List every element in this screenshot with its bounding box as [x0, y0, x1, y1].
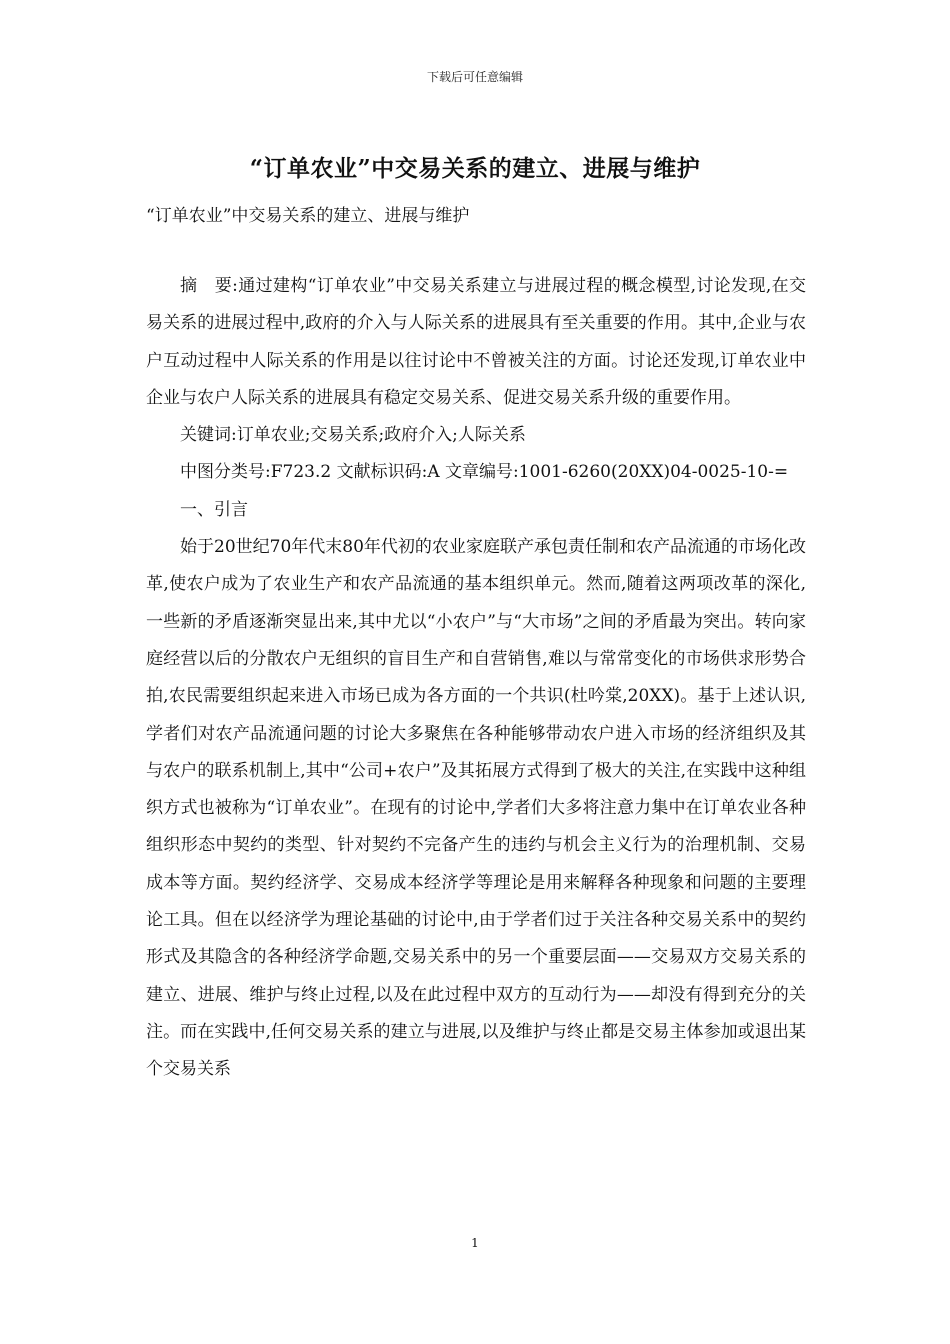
keywords-line: 关键词:订单农业;交易关系;政府介入;人际关系 — [180, 425, 526, 446]
abstract-paragraph: 摘 要:通过建构“订单农业”中交易关系建立与进展过程的概念模型,讨论发现,在交易关系的进展过程中,政府的介入与人际关系的进展具有至关重要的作用。其中,企业与农户互动过程中人际关系的作用是以往讨论中不曾被关注的方面。讨论还发现,订单农业中企业与农户人际关系的进展具有稳定交易关系、促进交易关系升级的重要作用。 — [146, 276, 806, 408]
intro-paragraph: 始于20世纪70年代末80年代初的农业家庭联产承包责任制和农产品流通的市场化改革,使农户成为了农业生产和农产品流通的基本组织单元。然而,随着这两项改革的深化,一些新的矛盾逐渐突显出来,其中尤以“小农户”与“大市场”之间的矛盾最为突出。转向家庭经营以后的分散农户无组织的盲目生产和自营销售,难以与常常变化的市场供求形势合拍,农民需要组织起来进入市场已成为各方面的一个共识(杜吟棠,20XX)。基于上述认识,学者们对农产品流通问题的讨论大多聚焦在各种能够带动农户进入市场的经济组织及其与农户的联系机制上,其中“公司+农户”及其拓展方式得到了极大的关注,在实践中这种组织方式也被称为“订单农业”。在现有的讨论中,学者们大多将注意力集中在订单农业各种组织形态中契约的类型、针对契约不完备产生的违约与机会主义行为的治理机制、交易成本等方面。契约经济学、交易成本经济学等理论是用来解释各种现象和问题的主要理论工具。但在以经济学为理论基础的讨论中,由于学者们过于关注各种交易关系中的契约形式及其隐含的各种经济学命题,交易关系中的另一个重要层面——交易双方交易关系的建立、进展、维护与终止过程,以及在此过程中双方的互动行为——却没有得到充分的关注。而在实践中,任何交易关系的建立与进展,以及维护与终止都是交易主体参加或退出某个交易关系 — [146, 537, 806, 1080]
document-body — [146, 268, 806, 1089]
page-number: 1 — [471, 1236, 479, 1250]
document-title: “订单农业”中交易关系的建立、进展与维护 — [249, 155, 701, 182]
classification-line: 中图分类号:F723.2 文献标识码:A 文章编号:1001-6260(20XX)04-0025-10-= — [180, 462, 789, 483]
header-note: 下载后可任意编辑 — [426, 70, 523, 84]
document-subtitle: “订单农业”中交易关系的建立、进展与维护 — [146, 206, 470, 226]
section-heading: 一、引言 — [180, 499, 248, 520]
